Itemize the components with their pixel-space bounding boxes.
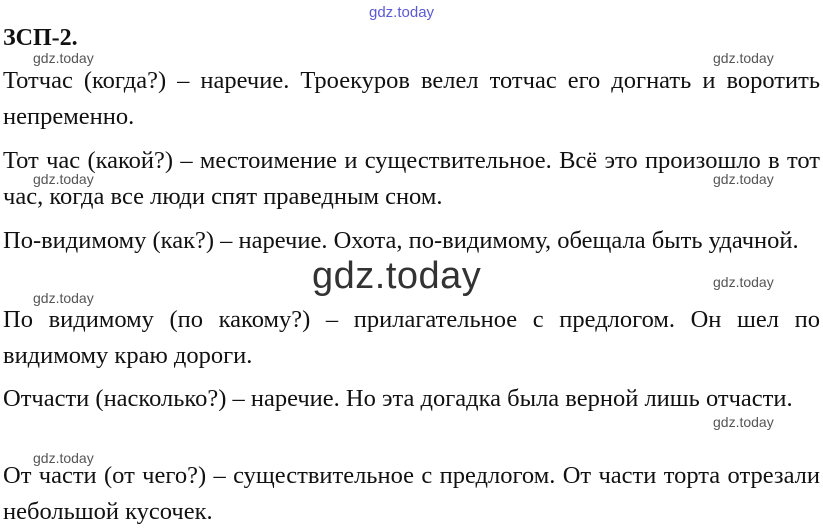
- watermark-small: gdz.today: [33, 171, 94, 187]
- watermark-small: gdz.today: [33, 290, 94, 306]
- watermark-small: gdz.today: [33, 450, 94, 466]
- paragraph-otchasti: Отчасти (насколько?) – наречие. Но эта догадка была верной лишь отчасти.: [3, 385, 793, 412]
- page-title: ЗСП-2.: [3, 25, 78, 51]
- paragraph-totchas: Тотчас (когда?) – наречие. Троекуров велел тотчас его догнать и воротить непременно.: [3, 67, 820, 130]
- watermark-small: gdz.today: [713, 414, 774, 430]
- paragraph-ot-chasti: От части (от чего?) – существительное с предлогом. От части торта отрезали небольшой кусочек.: [3, 462, 820, 525]
- paragraph-tot-chas: Тот час (какой?) – местоимение и существительное. Всё это произошло в тот час, когда все люди спят праведным сном.: [3, 147, 820, 210]
- watermark-small: gdz.today: [33, 50, 94, 66]
- paragraph-po-vidimomu-separate: По видимому (по какому?) – прилагательное с предлогом. Он шел по видимому краю дороги.: [3, 306, 820, 369]
- watermark-small: gdz.today: [713, 274, 774, 290]
- watermark-small: gdz.today: [713, 171, 774, 187]
- paragraph-po-vidimomu-hyphen: По-видимому (как?) – наречие. Охота, по-видимому, обещала быть удачной.: [3, 227, 799, 254]
- watermark-small: gdz.today: [713, 50, 774, 66]
- watermark-large: gdz.today: [312, 255, 482, 297]
- watermark-top: gdz.today: [369, 4, 435, 21]
